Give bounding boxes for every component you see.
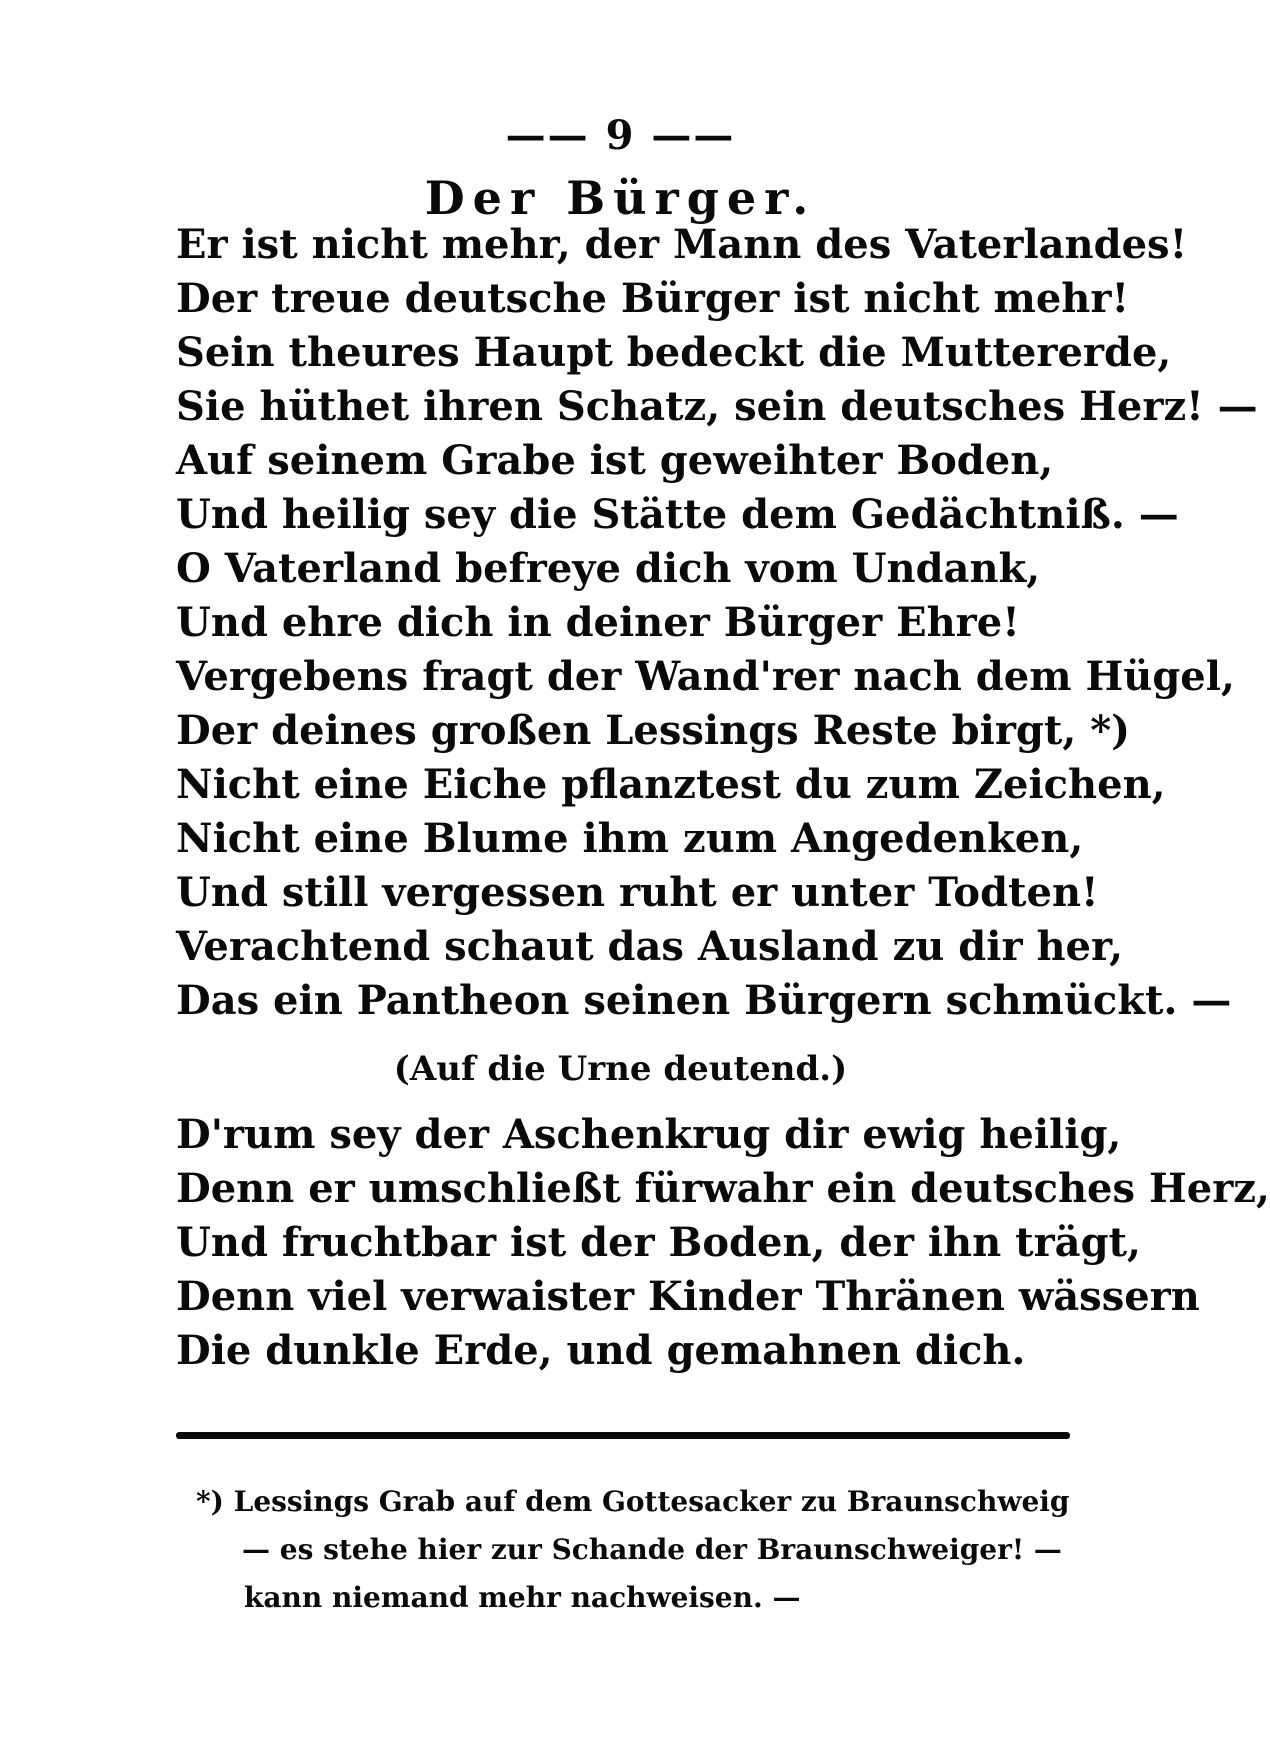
poem-line: Nicht eine Blume ihm zum Angedenken,	[176, 815, 1084, 862]
poem-line: Sie hüthet ihren Schatz, sein deutsches Herz! —	[176, 383, 1258, 430]
poem-line: Auf seinem Grabe ist geweihter Boden,	[176, 437, 1054, 484]
poem-line: Und heilig sey die Stätte dem Gedächtniß. —	[176, 491, 1179, 538]
poem-line: Und fruchtbar ist der Boden, der ihn trägt,	[176, 1219, 1141, 1266]
footnote	[196, 1478, 1096, 1622]
footnote-line: kann niemand mehr nachweisen. —	[244, 1581, 801, 1614]
poem-title: Der Bürger.	[424, 171, 817, 225]
poem-line: Er ist nicht mehr, der Mann des Vaterlandes!	[176, 221, 1188, 268]
poem-line: Der treue deutsche Bürger ist nicht mehr!	[176, 275, 1130, 322]
poem-line: Denn viel verwaister Kinder Thränen wässern	[176, 1273, 1200, 1320]
poem-line: Das ein Pantheon seinen Bürgern schmückt. —	[176, 977, 1232, 1024]
poem-line: Sein theures Haupt bedeckt die Muttererde,	[176, 329, 1172, 376]
poem-line: Nicht eine Eiche pflanztest du zum Zeichen,	[176, 761, 1166, 808]
poem-line: Verachtend schaut das Ausland zu dir her,	[176, 923, 1124, 970]
stage-direction: (Auf die Urne deutend.)	[393, 1049, 848, 1089]
page-number: —— 9 ——	[505, 112, 736, 159]
poem-line: D'rum sey der Aschenkrug dir ewig heilig,	[176, 1111, 1122, 1158]
poem-line: Und ehre dich in deiner Bürger Ehre!	[176, 599, 1020, 646]
footnote-divider	[176, 1432, 1070, 1439]
poem-stanza-1	[176, 218, 1258, 1028]
footnote-line: — es stehe hier zur Schande der Braunschweiger! —	[242, 1533, 1062, 1566]
footnote-line: *) Lessings Grab auf dem Gottesacker zu Braunschweig	[196, 1485, 1070, 1518]
poem-line: Der deines großen Lessings Reste birgt, *)	[176, 707, 1131, 754]
poem-line: Denn er umschließt fürwahr ein deutsches Herz,	[176, 1165, 1270, 1212]
poem-line: O Vaterland befreye dich vom Undank,	[176, 545, 1041, 592]
poem-line: Die dunkle Erde, und gemahnen dich.	[176, 1327, 1026, 1374]
poem-stanza-2	[176, 1108, 1270, 1378]
poem-line: Vergebens fragt der Wand'rer nach dem Hügel,	[176, 653, 1235, 700]
poem-line: Und still vergessen ruht er unter Todten!	[176, 869, 1099, 916]
